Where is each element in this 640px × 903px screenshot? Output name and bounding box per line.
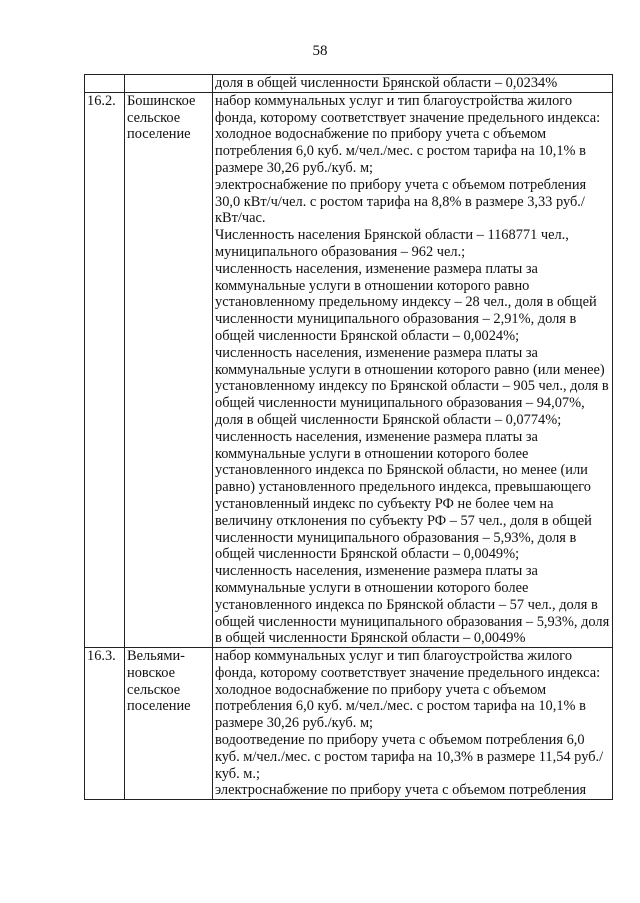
- municipality-name: [125, 75, 213, 93]
- paragraph: численность населения, изменение размера платы за коммунальные услуги в отношении которого более установленного индекса по Брянской области, но менее (или равно) установленного предельного индекса, превышающего установленный индекс по субъекту РФ не более чем на величину отклонения по субъекту РФ – 57 чел., доля в общей численности муниципального образования – 5,93%, доля в общей численности Брянской области – 0,0049%;: [215, 428, 592, 563]
- table-row: [85, 648, 613, 800]
- paragraph: Численность населения Брянской области – 1168771 чел., муниципального образования – 962 чел.;: [215, 227, 569, 260]
- table-row: [85, 92, 613, 647]
- table-row: [85, 75, 613, 93]
- paragraph: электроснабжение по прибору учета с объемом потребления 30,0 кВт/ч/чел. с ростом тарифа на 8,8% в размере 3,33 руб./кВт/час.: [215, 176, 587, 227]
- paragraph: численность населения, изменение размера платы за коммунальные услуги в отношении которого равно установленному предельному индексу – 28 чел., доля в общей численности муниципального образования – 2,91%, доля в общей численности Брянской области – 0,0024%;: [215, 260, 597, 344]
- row-number: 16.3.: [85, 648, 125, 800]
- municipality-name: Вельями-новское сельское поселение: [125, 648, 213, 800]
- paragraph: холодное водоснабжение по прибору учета с объемом потребления 6,0 куб. м/чел./мес. с ростом тарифа на 10,1% в размере 30,26 руб./куб. м;: [215, 681, 586, 732]
- description-cell: [213, 75, 613, 93]
- paragraph: численность населения, изменение размера платы за коммунальные услуги в отношении которого равно (или менее) установленному индексу по Брянской области – 905 чел., доля в общей численности муниципального образования – 94,07%, доля в общей численности Брянской области – 0,0774%;: [215, 344, 609, 428]
- paragraph: водоотведение по прибору учета с объемом потребления 6,0 куб. м/чел./мес. с ростом тарифа на 10,3% в размере 11,54 руб./куб. м.;: [215, 732, 604, 782]
- row-number: [85, 75, 125, 93]
- paragraph: набор коммунальных услуг и тип благоустройства жилого фонда, которому соответствует значение предельного индекса:: [215, 92, 601, 126]
- page-number: 58: [312, 43, 328, 59]
- paragraph: набор коммунальных услуг и тип благоустройства жилого фонда, которому соответствует значение предельного индекса:: [215, 648, 601, 681]
- paragraph: электроснабжение по прибору учета с объемом потребления: [215, 782, 587, 799]
- paragraph: холодное водоснабжение по прибору учета с объемом потребления 6,0 куб. м/чел./мес. с ростом тарифа на 10,1% в размере 30,26 руб./куб. м;: [215, 126, 586, 176]
- paragraph: численность населения, изменение размера платы за коммунальные услуги в отношении которого более установленного индекса по Брянской области – 57 чел., доля в общей численности муниципального образования – 5,93%, доля в общей численности Брянской области – 0,0049%: [215, 563, 610, 647]
- municipality-name: Бошинское сельское поселение: [125, 92, 213, 647]
- row-number: 16.2.: [85, 92, 125, 647]
- municipalities-table: [84, 74, 613, 800]
- description-cell: [213, 648, 613, 800]
- description-cell: [213, 92, 613, 647]
- paragraph: доля в общей численности Брянской области – 0,0234%: [215, 75, 558, 91]
